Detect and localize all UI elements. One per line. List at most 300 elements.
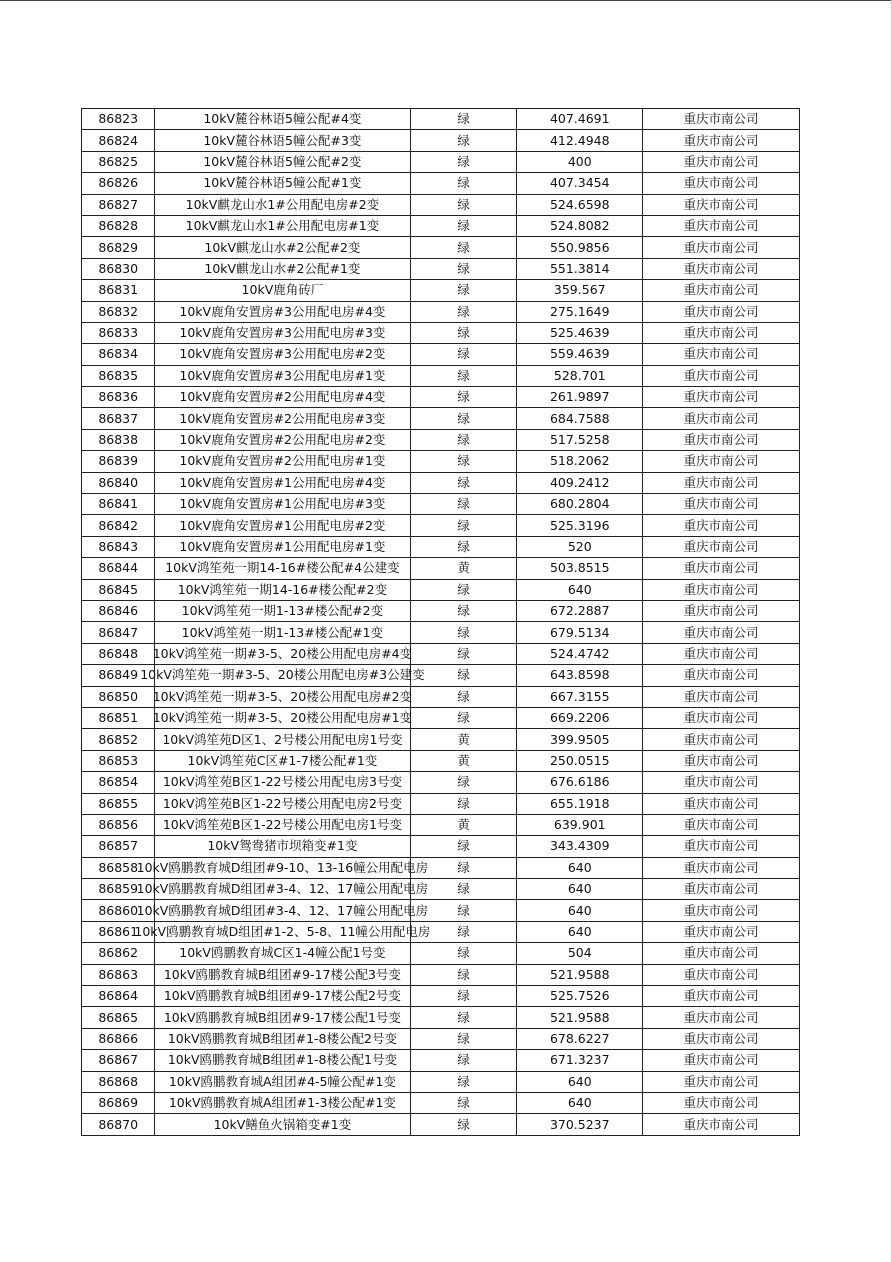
row-value-cell: 518.2062: [517, 451, 643, 472]
row-value-cell: 407.4691: [517, 109, 643, 130]
name-text: 10kV鸿笙苑一期#3-5、20楼公用配电房#4变: [152, 645, 413, 661]
row-company-cell: 重庆市南公司: [643, 1071, 800, 1092]
row-company-cell: 重庆市南公司: [643, 301, 800, 322]
row-name-cell: [155, 836, 410, 857]
name-clip: [155, 238, 409, 258]
table-row: [82, 280, 800, 301]
table-row: [82, 408, 800, 429]
row-company-cell: 重庆市南公司: [643, 472, 800, 493]
name-text: 10kV鸥鹏教育城B组团#9-17楼公配2号变: [163, 988, 401, 1004]
row-id-cell: 86860: [82, 900, 155, 921]
row-name-cell: [155, 1071, 410, 1092]
row-status-cell: 绿: [410, 921, 517, 942]
name-clip: [155, 430, 409, 450]
name-clip: [155, 195, 409, 215]
row-value-cell: 680.2804: [517, 494, 643, 515]
name-clip: [155, 173, 409, 193]
row-status-cell: 绿: [410, 1007, 517, 1028]
name-clip: [155, 537, 409, 557]
row-status-cell: 绿: [410, 344, 517, 365]
table-row: [82, 451, 800, 472]
row-company-cell: 重庆市南公司: [643, 857, 800, 878]
table-row: [82, 322, 800, 343]
table-row: [82, 793, 800, 814]
row-id-cell: 86826: [82, 173, 155, 194]
table-row: [82, 429, 800, 450]
row-status-cell: 绿: [410, 857, 517, 878]
name-text: 10kV鸿笙苑一期#3-5、20楼公用配电房#3公建变: [140, 667, 425, 683]
row-name-cell: [155, 194, 410, 215]
row-company-cell: 重庆市南公司: [643, 1028, 800, 1049]
table-body: [82, 109, 800, 1136]
name-clip: [155, 259, 409, 279]
row-id-cell: 86830: [82, 258, 155, 279]
table-row: [82, 921, 800, 942]
row-company-cell: 重庆市南公司: [643, 921, 800, 942]
row-value-cell: 524.6598: [517, 194, 643, 215]
row-name-cell: [155, 558, 410, 579]
row-company-cell: 重庆市南公司: [643, 836, 800, 857]
row-value-cell: 399.9505: [517, 729, 643, 750]
name-clip: [155, 216, 409, 236]
row-id-cell: 86862: [82, 943, 155, 964]
row-name-cell: [155, 387, 410, 408]
name-clip: [155, 302, 409, 322]
row-value-cell: 412.4948: [517, 130, 643, 151]
row-status-cell: 绿: [410, 258, 517, 279]
name-clip: [155, 109, 409, 129]
row-id-cell: 86850: [82, 686, 155, 707]
row-id-cell: 86858: [82, 857, 155, 878]
row-id-cell: 86863: [82, 964, 155, 985]
row-value-cell: 343.4309: [517, 836, 643, 857]
row-status-cell: 绿: [410, 707, 517, 728]
name-text: 10kV鹿角安置房#1公用配电房#3变: [179, 496, 386, 512]
row-name-cell: [155, 750, 410, 771]
row-status-cell: 绿: [410, 173, 517, 194]
name-text: 10kV鹿角安置房#1公用配电房#4变: [179, 474, 386, 490]
row-status-cell: 绿: [410, 109, 517, 130]
row-status-cell: 绿: [410, 194, 517, 215]
table-row: [82, 986, 800, 1007]
table-row: [82, 1007, 800, 1028]
name-clip: [155, 836, 409, 856]
row-name-cell: [155, 600, 410, 621]
row-name-cell: [155, 515, 410, 536]
name-clip: [155, 751, 409, 771]
name-text: 10kV鸥鹏教育城D组团#3-4、12、17幢公用配电房: [136, 902, 429, 918]
row-status-cell: 绿: [410, 515, 517, 536]
row-company-cell: 重庆市南公司: [643, 130, 800, 151]
row-status-cell: 绿: [410, 130, 517, 151]
row-id-cell: 86865: [82, 1007, 155, 1028]
name-text: 10kV鹿角安置房#2公用配电房#1变: [179, 453, 386, 469]
row-status-cell: 绿: [410, 451, 517, 472]
row-company-cell: 重庆市南公司: [643, 280, 800, 301]
row-name-cell: [155, 494, 410, 515]
row-company-cell: 重庆市南公司: [643, 387, 800, 408]
row-company-cell: 重庆市南公司: [643, 429, 800, 450]
name-clip: [140, 665, 425, 685]
name-clip: [155, 344, 409, 364]
row-company-cell: 重庆市南公司: [643, 151, 800, 172]
row-name-cell: [155, 408, 410, 429]
table-row: [82, 707, 800, 728]
row-company-cell: 重庆市南公司: [643, 173, 800, 194]
row-value-cell: 669.2206: [517, 707, 643, 728]
row-status-cell: 绿: [410, 280, 517, 301]
row-name-cell: [155, 472, 410, 493]
table-row: [82, 515, 800, 536]
row-value-cell: 676.6186: [517, 772, 643, 793]
row-value-cell: 275.1649: [517, 301, 643, 322]
row-company-cell: 重庆市南公司: [643, 964, 800, 985]
row-value-cell: 640: [517, 579, 643, 600]
row-value-cell: 520: [517, 536, 643, 557]
name-text: 10kV鸥鹏教育城B组团#9-17楼公配3号变: [163, 966, 401, 982]
row-name-cell: [155, 1007, 410, 1028]
row-company-cell: 重庆市南公司: [643, 814, 800, 835]
row-company-cell: 重庆市南公司: [643, 408, 800, 429]
name-text: 10kV鸥鹏教育城B组团#9-17楼公配1号变: [163, 1009, 401, 1025]
name-clip: [155, 366, 409, 386]
row-id-cell: 86838: [82, 429, 155, 450]
table-row: [82, 1071, 800, 1092]
row-id-cell: 86833: [82, 322, 155, 343]
table-row: [82, 665, 800, 686]
row-value-cell: 409.2412: [517, 472, 643, 493]
row-company-cell: 重庆市南公司: [643, 600, 800, 621]
row-id-cell: 86836: [82, 387, 155, 408]
row-company-cell: 重庆市南公司: [643, 322, 800, 343]
row-name-cell: [155, 109, 410, 130]
name-text: 10kV鸿笙苑B区1-22号楼公用配电房3号变: [162, 774, 402, 790]
row-company-cell: 重庆市南公司: [643, 750, 800, 771]
row-company-cell: 重庆市南公司: [643, 1114, 800, 1135]
row-value-cell: 370.5237: [517, 1114, 643, 1135]
name-clip: [155, 623, 409, 643]
row-status-cell: 绿: [410, 408, 517, 429]
row-id-cell: 86847: [82, 622, 155, 643]
table-row: [82, 558, 800, 579]
row-status-cell: 绿: [410, 622, 517, 643]
row-value-cell: 521.9588: [517, 1007, 643, 1028]
row-value-cell: 400: [517, 151, 643, 172]
row-name-cell: [155, 344, 410, 365]
row-id-cell: 86827: [82, 194, 155, 215]
row-id-cell: 86848: [82, 643, 155, 664]
row-status-cell: 绿: [410, 793, 517, 814]
row-id-cell: 86834: [82, 344, 155, 365]
row-value-cell: 521.9588: [517, 964, 643, 985]
name-text: 10kV麓谷林语5幢公配#4变: [203, 111, 362, 127]
row-value-cell: 504: [517, 943, 643, 964]
row-id-cell: 86828: [82, 215, 155, 236]
row-value-cell: 517.5258: [517, 429, 643, 450]
row-company-cell: 重庆市南公司: [643, 579, 800, 600]
name-clip: [134, 922, 431, 942]
name-text: 10kV鸿笙苑一期#3-5、20楼公用配电房#2变: [152, 688, 413, 704]
row-name-cell: [152, 643, 413, 664]
table-row: [82, 344, 800, 365]
row-status-cell: 绿: [410, 301, 517, 322]
row-value-cell: 359.567: [517, 280, 643, 301]
row-name-cell: [155, 429, 410, 450]
row-name-cell: [155, 237, 410, 258]
row-name-cell: [155, 365, 410, 386]
row-id-cell: 86829: [82, 237, 155, 258]
name-clip: [155, 794, 409, 814]
row-status-cell: 绿: [410, 943, 517, 964]
row-id-cell: 86835: [82, 365, 155, 386]
row-value-cell: 655.1918: [517, 793, 643, 814]
row-id-cell: 86851: [82, 707, 155, 728]
name-text: 10kV鸥鹏教育城A组团#1-3楼公配#1变: [168, 1095, 396, 1111]
row-id-cell: 86824: [82, 130, 155, 151]
row-value-cell: 525.7526: [517, 986, 643, 1007]
name-text: 10kV鹿角安置房#3公用配电房#1变: [179, 367, 386, 383]
table-row: [82, 750, 800, 771]
row-name-cell: [155, 943, 410, 964]
table-row: [82, 579, 800, 600]
table-row: [82, 1028, 800, 1049]
name-clip: [155, 601, 409, 621]
name-text: 10kV鹿角安置房#3公用配电房#2变: [179, 346, 386, 362]
name-text: 10kV鹿角砖厂: [241, 282, 324, 298]
name-clip: [155, 1050, 409, 1070]
row-value-cell: 550.9856: [517, 237, 643, 258]
table-row: [82, 173, 800, 194]
table-row: [82, 301, 800, 322]
row-value-cell: 679.5134: [517, 622, 643, 643]
row-status-cell: 绿: [410, 600, 517, 621]
row-company-cell: 重庆市南公司: [643, 793, 800, 814]
name-text: 10kV麓谷林语5幢公配#1变: [203, 175, 362, 191]
row-status-cell: 绿: [410, 836, 517, 857]
row-company-cell: 重庆市南公司: [643, 643, 800, 664]
name-text: 10kV麓谷林语5幢公配#2变: [203, 153, 362, 169]
row-status-cell: 绿: [410, 643, 517, 664]
name-clip: [155, 516, 409, 536]
name-text: 10kV鸿笙苑一期14-16#楼公配#2变: [177, 581, 388, 597]
row-status-cell: 绿: [410, 900, 517, 921]
row-name-cell: [155, 215, 410, 236]
name-clip: [136, 879, 429, 899]
row-id-cell: 86840: [82, 472, 155, 493]
table-row: [82, 258, 800, 279]
name-clip: [155, 815, 409, 835]
name-clip: [155, 152, 409, 172]
row-status-cell: 绿: [410, 322, 517, 343]
row-status-cell: 绿: [410, 986, 517, 1007]
name-clip: [155, 494, 409, 514]
row-company-cell: 重庆市南公司: [643, 900, 800, 921]
name-clip: [155, 730, 409, 750]
row-id-cell: 86853: [82, 750, 155, 771]
name-text: 10kV麒龙山水1#公用配电房#1变: [185, 218, 380, 234]
name-text: 10kV鹿角安置房#3公用配电房#3变: [179, 325, 386, 341]
name-text: 10kV麒龙山水#2公配#1变: [204, 260, 361, 276]
row-status-cell: 黄: [410, 750, 517, 771]
row-id-cell: 86857: [82, 836, 155, 857]
row-name-cell: [155, 130, 410, 151]
row-value-cell: 250.0515: [517, 750, 643, 771]
table-row: [82, 215, 800, 236]
table-row: [82, 536, 800, 557]
row-value-cell: 559.4639: [517, 344, 643, 365]
row-value-cell: 639.901: [517, 814, 643, 835]
row-status-cell: 绿: [410, 494, 517, 515]
row-status-cell: 绿: [410, 536, 517, 557]
row-name-cell: [155, 986, 410, 1007]
row-company-cell: 重庆市南公司: [643, 943, 800, 964]
row-status-cell: 绿: [410, 964, 517, 985]
row-id-cell: 86831: [82, 280, 155, 301]
name-clip: [152, 708, 413, 728]
row-value-cell: 640: [517, 1071, 643, 1092]
name-clip: [155, 451, 409, 471]
name-text: 10kV鸳鸯猪市坝箱变#1变: [207, 838, 358, 854]
row-id-cell: 86841: [82, 494, 155, 515]
row-company-cell: 重庆市南公司: [643, 879, 800, 900]
row-status-cell: 绿: [410, 429, 517, 450]
table-row: [82, 686, 800, 707]
name-clip: [155, 558, 409, 578]
row-status-cell: 绿: [410, 879, 517, 900]
row-company-cell: 重庆市南公司: [643, 344, 800, 365]
row-name-cell: [155, 536, 410, 557]
row-name-cell: [155, 1050, 410, 1071]
row-name-cell: [155, 451, 410, 472]
row-name-cell: [155, 301, 410, 322]
row-id-cell: 86837: [82, 408, 155, 429]
row-name-cell: [136, 879, 429, 900]
row-status-cell: 绿: [410, 1028, 517, 1049]
name-clip: [155, 1072, 409, 1092]
name-clip: [155, 280, 409, 300]
row-id-cell: 86844: [82, 558, 155, 579]
row-status-cell: 绿: [410, 387, 517, 408]
name-text: 10kV鹿角安置房#1公用配电房#1变: [179, 539, 386, 554]
row-company-cell: 重庆市南公司: [643, 215, 800, 236]
row-company-cell: 重庆市南公司: [643, 536, 800, 557]
page-top-border: [0, 0, 892, 1]
row-status-cell: 黄: [410, 729, 517, 750]
row-company-cell: 重庆市南公司: [643, 494, 800, 515]
row-company-cell: 重庆市南公司: [643, 258, 800, 279]
row-company-cell: 重庆市南公司: [643, 686, 800, 707]
row-id-cell: 86823: [82, 109, 155, 130]
row-status-cell: 绿: [410, 579, 517, 600]
row-id-cell: 86870: [82, 1114, 155, 1135]
table-row: [82, 879, 800, 900]
row-value-cell: 640: [517, 879, 643, 900]
row-name-cell: [155, 1114, 410, 1135]
row-name-cell: [155, 322, 410, 343]
table-row: [82, 472, 800, 493]
name-clip: [155, 387, 409, 407]
name-clip: [155, 131, 409, 151]
name-clip: [155, 986, 409, 1006]
row-id-cell: 86849: [82, 665, 155, 686]
row-value-cell: 407.3454: [517, 173, 643, 194]
row-name-cell: [155, 280, 410, 301]
table-row: [82, 365, 800, 386]
row-id-cell: 86869: [82, 1092, 155, 1113]
name-clip: [136, 858, 429, 878]
row-id-cell: 86846: [82, 600, 155, 621]
name-text: 10kV鸥鹏教育城D组团#1-2、5-8、11幢公用配电房: [134, 924, 431, 940]
name-text: 10kV麓谷林语5幢公配#3变: [203, 132, 362, 148]
table-row: [82, 622, 800, 643]
name-text: 10kV鹿角安置房#3公用配电房#4变: [179, 303, 386, 319]
table-row: [82, 729, 800, 750]
row-company-cell: 重庆市南公司: [643, 729, 800, 750]
name-clip: [155, 1029, 409, 1049]
row-status-cell: 黄: [410, 814, 517, 835]
row-id-cell: 86868: [82, 1071, 155, 1092]
name-text: 10kV鸿笙苑B区1-22号楼公用配电房2号变: [162, 795, 402, 811]
name-text: 10kV鸥鹏教育城B组团#1-8楼公配1号变: [167, 1052, 397, 1068]
row-value-cell: 525.3196: [517, 515, 643, 536]
row-id-cell: 86845: [82, 579, 155, 600]
row-status-cell: 绿: [410, 365, 517, 386]
table-row: [82, 814, 800, 835]
name-clip: [155, 409, 409, 429]
table-row: [82, 1114, 800, 1135]
name-text: 10kV鸿笙苑一期1-13#楼公配#2变: [181, 603, 384, 619]
row-name-cell: [134, 921, 431, 942]
name-text: 10kV鸿笙苑一期1-13#楼公配#1变: [181, 624, 384, 640]
row-company-cell: 重庆市南公司: [643, 451, 800, 472]
name-text: 10kV鸥鹏教育城B组团#1-8楼公配2号变: [167, 1030, 397, 1046]
row-id-cell: 86856: [82, 814, 155, 835]
table-row: [82, 194, 800, 215]
name-text: 10kV鹿角安置房#2公用配电房#2变: [179, 432, 386, 448]
name-clip: [155, 473, 409, 493]
row-status-cell: 绿: [410, 665, 517, 686]
name-text: 10kV鸿笙苑C区#1-7楼公配#1变: [187, 752, 378, 768]
row-company-cell: 重庆市南公司: [643, 515, 800, 536]
name-clip: [155, 1115, 409, 1135]
row-name-cell: [155, 964, 410, 985]
row-status-cell: 绿: [410, 215, 517, 236]
row-company-cell: 重庆市南公司: [643, 665, 800, 686]
name-text: 10kV鹿角安置房#1公用配电房#2变: [179, 517, 386, 533]
row-value-cell: 524.8082: [517, 215, 643, 236]
name-clip: [152, 687, 413, 707]
row-company-cell: 重庆市南公司: [643, 707, 800, 728]
table-row: [82, 1050, 800, 1071]
row-name-cell: [155, 258, 410, 279]
name-clip: [155, 323, 409, 343]
row-status-cell: 绿: [410, 1092, 517, 1113]
row-value-cell: 640: [517, 900, 643, 921]
row-company-cell: 重庆市南公司: [643, 622, 800, 643]
row-status-cell: 绿: [410, 1114, 517, 1135]
row-status-cell: 绿: [410, 472, 517, 493]
name-clip: [155, 580, 409, 600]
row-company-cell: 重庆市南公司: [643, 558, 800, 579]
row-company-cell: 重庆市南公司: [643, 772, 800, 793]
row-value-cell: 525.4639: [517, 322, 643, 343]
row-value-cell: 640: [517, 1092, 643, 1113]
row-value-cell: 671.3237: [517, 1050, 643, 1071]
table-row: [82, 964, 800, 985]
table-row: [82, 643, 800, 664]
row-status-cell: 黄: [410, 558, 517, 579]
name-text: 10kV鸥鹏教育城A组团#4-5幢公配#1变: [168, 1073, 396, 1089]
